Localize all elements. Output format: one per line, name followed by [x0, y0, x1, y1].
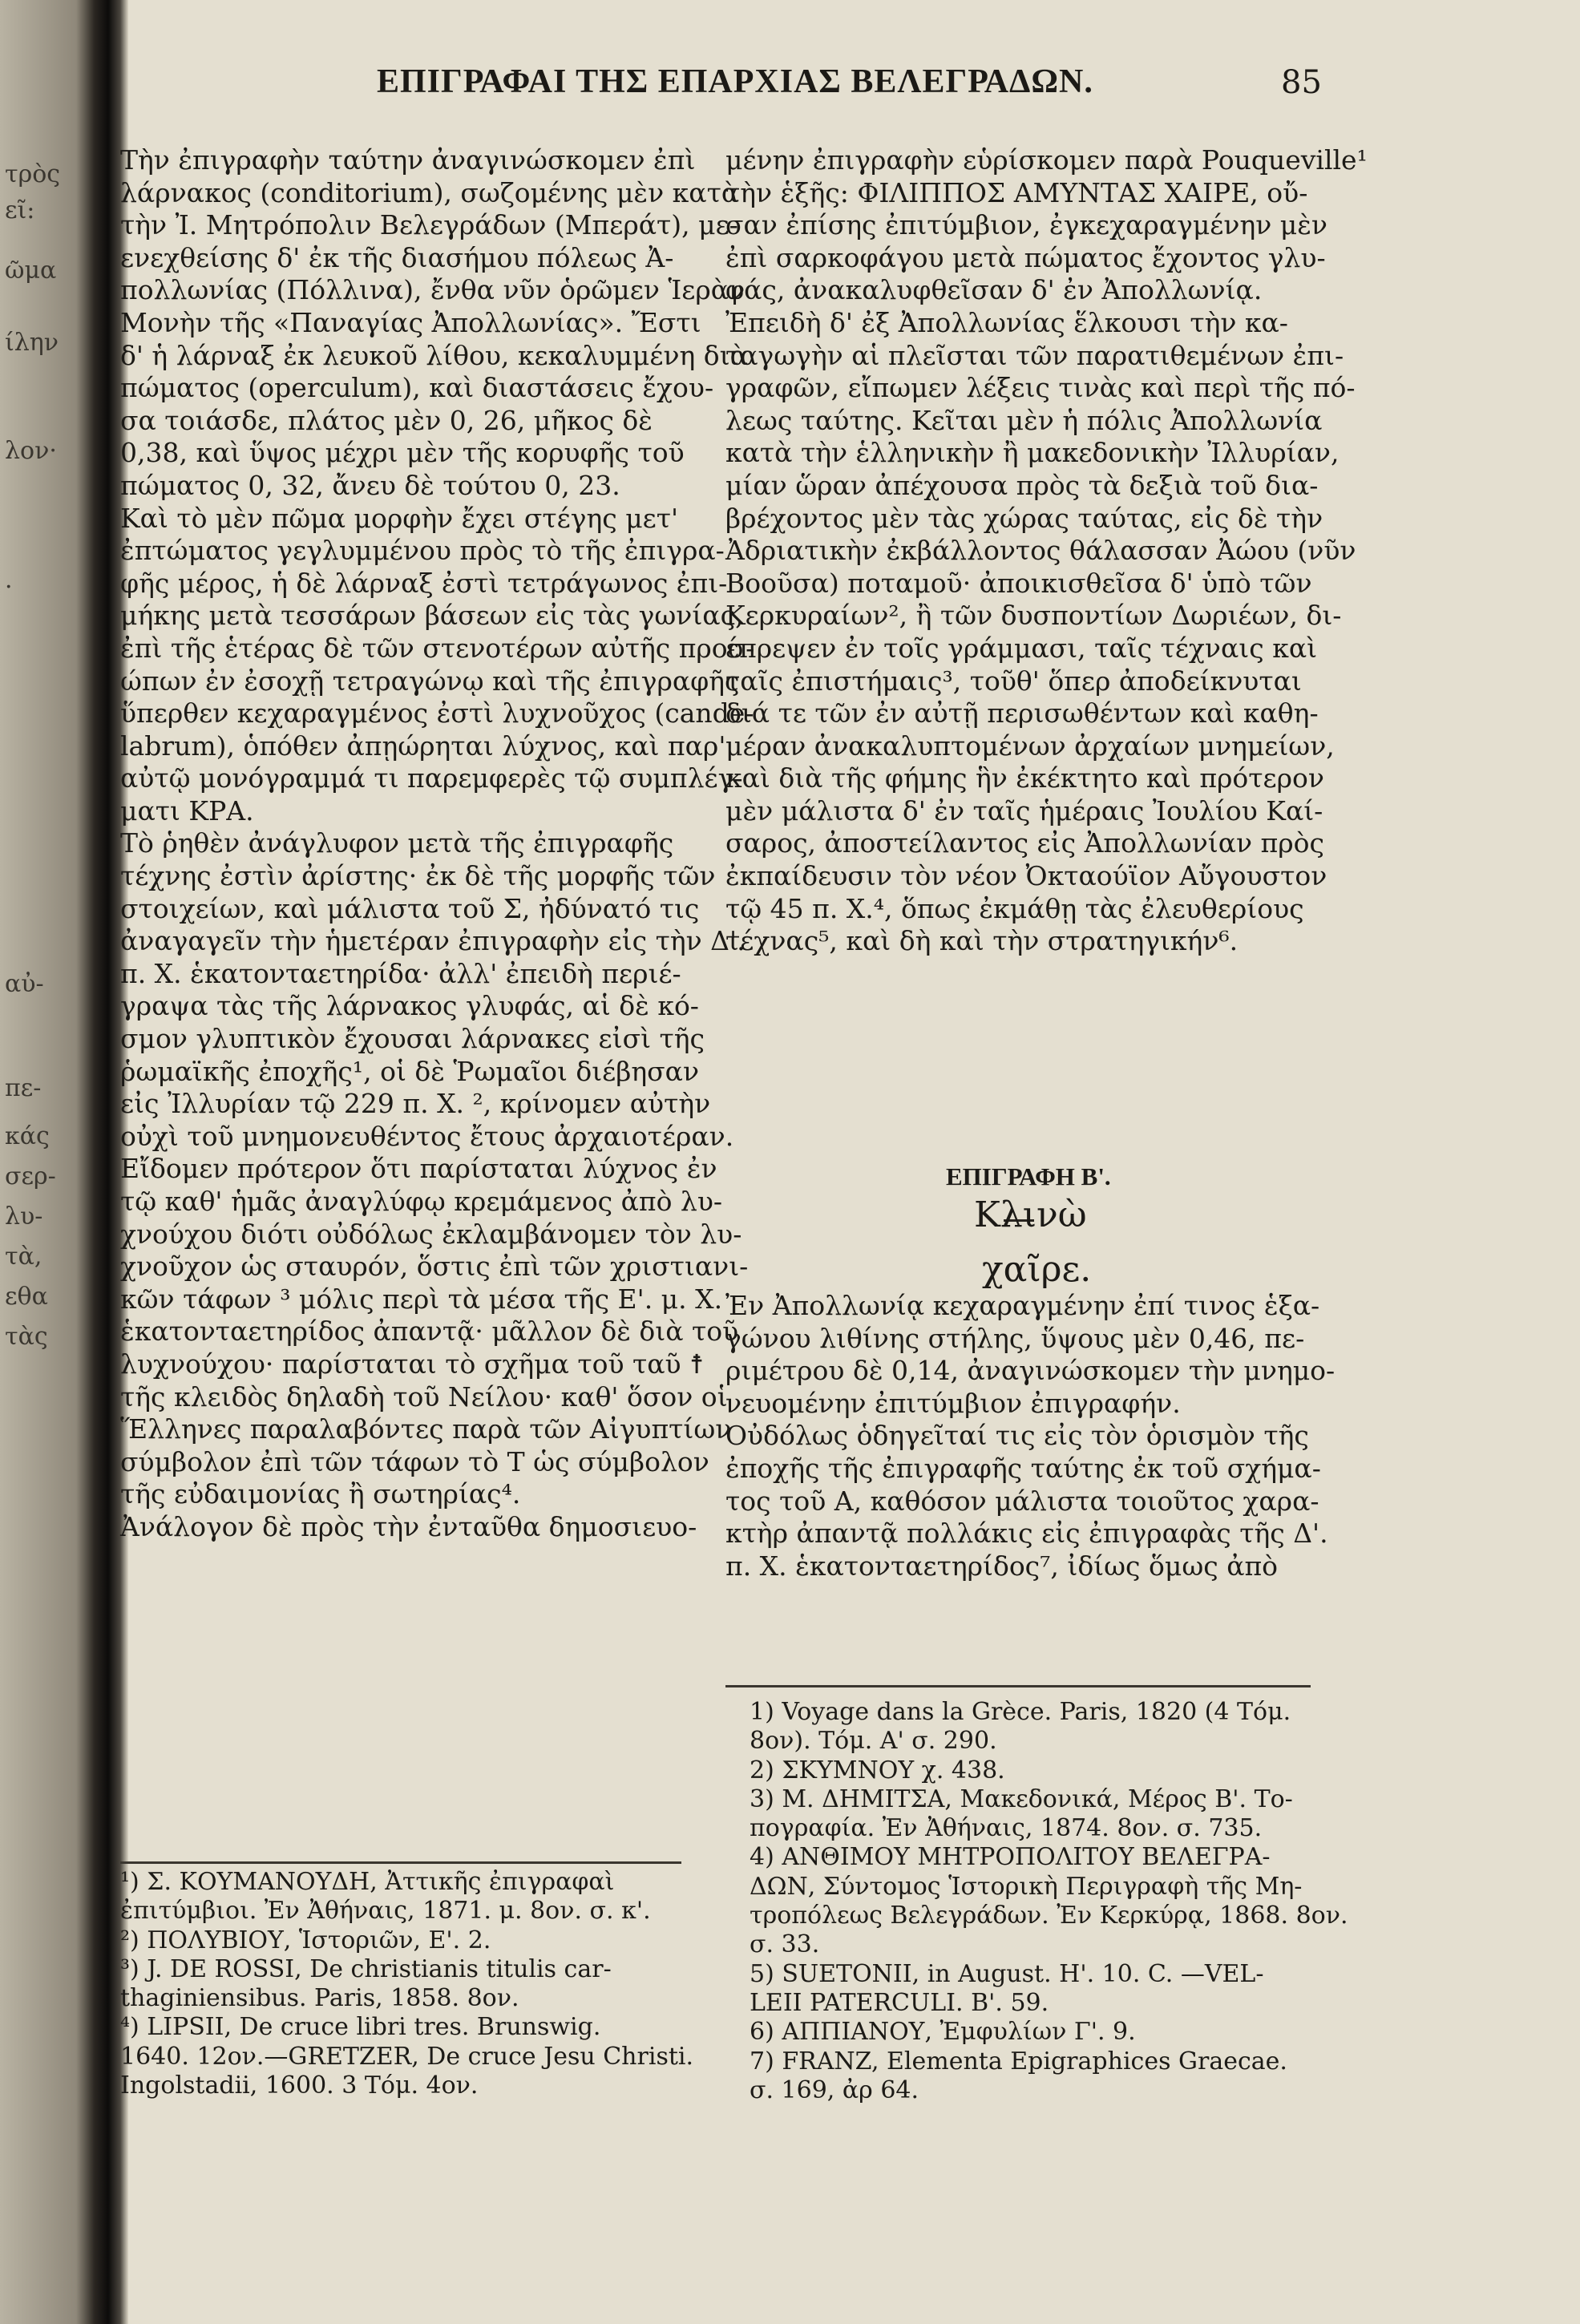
footnote-line: 6) ΑΠΠΙΑΝΟΥ, Ἐμφυλίων Γ'. 9.	[750, 2018, 1136, 2047]
text-line: τῷ 45 π. Χ.⁴, ὅπως ἐκμάθῃ τὰς ἐλευθερίους	[725, 892, 1304, 924]
footnote-line: ΔΩΝ, Σύντομος Ἱστορικὴ Περιγραφὴ τῆς Μη-	[750, 1872, 1303, 1901]
text-line: οὐχὶ τοῦ μνημονευθέντος ἔτους ἀρχαιοτέραν.	[120, 1120, 734, 1152]
text-line: κῶν τάφων ³ μόλις περὶ τὰ μέσα τῆς Ε'. μ. Χ.	[120, 1283, 723, 1315]
text-line: γραψα τὰς τῆς λάρνακος γλυφάς, αἱ δὲ κό-	[120, 990, 699, 1022]
margin-fragment: τὰ,	[5, 1243, 42, 1271]
margin-fragment: ·	[5, 573, 13, 601]
text-line: Ἕλληνες παραλαβόντες παρὰ τῶν Αἰγυπτίων	[120, 1413, 732, 1445]
text-line: Τὸ ῥηθὲν ἀνάγλυφον μετὰ τῆς ἐπιγραφῆς	[120, 827, 674, 859]
text-line: δ' ἡ λάρναξ ἐκ λευκοῦ λίθου, κεκαλυμμένη διὰ	[120, 339, 748, 371]
text-line: σα τοιάσδε, πλάτος μὲν 0, 26, μῆκος δὲ	[120, 404, 653, 436]
text-line: τος τοῦ Α, καθόσον μάλιστα τοιοῦτος χαρα-	[725, 1485, 1319, 1517]
text-line: ἐκπαίδευσιν τὸν νέον Ὀκταούϊον Αὔγουστον	[725, 860, 1327, 892]
text-line: Κερκυραίων², ἢ τῶν δυσποντίων Δωριέων, δι-	[725, 600, 1342, 632]
footnote-line: ἐπιτύμβιοι. Ἐν Ἀθήναις, 1871. μ. 8ον. σ. κ'.	[120, 1897, 651, 1926]
text-line: Ἐν Ἀπολλωνίᾳ κεχαραγμένην ἐπί τινος ἑξα-	[725, 1290, 1320, 1321]
text-line: ἐποχῆς τῆς ἐπιγραφῆς ταύτης ἐκ τοῦ σχήμα-	[725, 1452, 1321, 1484]
text-line: σαν ἐπίσης ἐπιτύμβιον, ἐγκεχαραγμένην μὲν	[725, 209, 1327, 241]
text-line: μέραν ἀνακαλυπτομένων ἀρχαίων μνημείων,	[725, 730, 1335, 762]
text-line: λεως ταύτης. Κεῖται μὲν ἡ πόλις Ἀπολλωνία	[725, 404, 1323, 436]
footnote-line: thaginiensibus. Paris, 1858. 8ον.	[120, 1984, 519, 2013]
text-line: πώματος (operculum), καὶ διαστάσεις ἔχου-	[120, 372, 714, 404]
text-line: Καὶ τὸ μὲν πῶμα μορφὴν ἔχει στέγης μετ'	[120, 502, 679, 534]
margin-fragment: κάς	[5, 1122, 50, 1150]
text-line: σύμβολον ἐπὶ τῶν τάφων τὸ Τ ὡς σύμβολον	[120, 1445, 709, 1477]
text-line: τῆς εὐδαιμονίας ἢ σωτηρίας⁴.	[120, 1478, 521, 1510]
text-line: νευομένην ἐπιτύμβιον ἐπιγραφήν.	[725, 1387, 1181, 1419]
text-line: Οὐδόλως ὁδηγεῖταί τις εἰς τὸν ὁρισμὸν τῆς	[725, 1420, 1309, 1452]
text-line: λάρνακος (conditorium), σωζομένης μὲν κατὰ	[120, 176, 740, 208]
margin-fragment: σερ-	[5, 1162, 56, 1190]
text-line: κτὴρ ἀπαντᾷ πολλάκις εἰς ἐπιγραφὰς τῆς Δ'.	[725, 1518, 1328, 1550]
facing-page-margin	[0, 0, 88, 2324]
text-line: χνοῦχον ὡς σταυρόν, ὅστις ἐπὶ τῶν χριστιανι-	[120, 1251, 749, 1283]
text-line: Ἀδριατικὴν ἐκβάλλοντος θάλασσαν Ἀώου (νῦν	[725, 535, 1356, 567]
footnote-line: 2) ΣΚΥΜΝΟΥ χ. 438.	[750, 1756, 1005, 1784]
text-line: ῥωμαϊκῆς ἐποχῆς¹, οἱ δὲ Ῥωμαῖοι διέβησαν	[120, 1055, 700, 1087]
text-line: βρέχοντος μὲν τὰς χώρας ταύτας, εἰς δὲ τὴν	[725, 502, 1323, 534]
text-line: τὴν Ἰ. Μητρόπολιν Βελεγράδων (Μπεράτ), με-	[120, 209, 738, 241]
inscription-heading: ΕΠΙΓΡΑΦΗ Β'.	[946, 1162, 1111, 1190]
margin-fragment: ίλην	[5, 329, 59, 357]
inscription-text-line: χαῖρε.	[982, 1249, 1092, 1290]
footnote-line: σ. 33.	[750, 1930, 820, 1959]
footnote-line: LEII PATERCULI. Β'. 59.	[750, 1988, 1049, 2017]
text-line: Βοοῦσα) ποταμοῦ· ἀποικισθεῖσα δ' ὑπὸ τῶν	[725, 567, 1312, 599]
text-line: τέχνας⁵, καὶ δὴ καὶ τὴν στρατηγικήν⁶.	[725, 925, 1239, 957]
footnote-line: 5) SUETONII, in August. Η'. 10. C. —VEL-	[750, 1959, 1264, 1988]
text-line: στοιχείων, καὶ μάλιστα τοῦ Σ, ἠδύνατό τις	[120, 892, 700, 924]
text-line: ἐπὶ σαρκοφάγου μετὰ πώματος ἔχοντος γλυ-	[725, 241, 1326, 273]
text-line: ἀναγαγεῖν τὴν ἡμετέραν ἐπιγραφὴν εἰς τὴν Δ'.	[120, 925, 746, 957]
text-line: φῆς μέρος, ἡ δὲ λάρναξ ἐστὶ τετράγωνος ἐπι-	[120, 567, 728, 599]
text-line: π. Χ. ἑκατονταετηρίδος⁷, ἰδίως ὅμως ἀπὸ	[725, 1550, 1279, 1582]
text-line: γώνου λιθίνης στήλης, ὕψους μὲν 0,46, πε-	[725, 1322, 1305, 1354]
text-line: φάς, ἀνακαλυφθεῖσαν δ' ἐν Ἀπολλωνίᾳ.	[725, 274, 1263, 306]
margin-fragment: λυ-	[5, 1202, 43, 1231]
text-line: ενεχθείσης δ' ἐκ τῆς διασήμου πόλεως Ἀ-	[120, 241, 674, 273]
text-line: Ἐπειδὴ δ' ἐξ Ἀπολλωνίας ἕλκουσι τὴν κα-	[725, 306, 1288, 338]
page-number: 85	[1281, 64, 1322, 101]
text-line: τὴν ἑξῆς: ΦΙΛΙΠΠΟΣ ΑΜΥΝΤΑΣ ΧΑΙΡΕ, οὔ-	[725, 176, 1308, 208]
text-line: σαρος, ἀποστείλαντος εἰς Ἀπολλωνίαν πρὸς	[725, 827, 1324, 859]
footnote-line: τροπόλεως Βελεγράδων. Ἐν Κερκύρᾳ, 1868. 8ον.	[750, 1902, 1348, 1930]
left-column	[120, 144, 755, 1544]
footnote-line: ²) ΠΟΛΥΒΙΟΥ, Ἱστοριῶν, Ε'. 2.	[120, 1926, 491, 1954]
text-line: μήκης μετὰ τεσσάρων βάσεων εἰς τὰς γωνίας,	[120, 600, 744, 632]
text-line: πολλωνίας (Πόλλινα), ἔνθα νῦν ὁρῶμεν Ἱερὰν	[120, 274, 746, 306]
text-line: Μονὴν τῆς «Παναγίας Ἀπολλωνίας». Ἔστι	[120, 306, 701, 338]
margin-fragment: τὰς	[5, 1323, 48, 1351]
right-column-bottom	[725, 1290, 1336, 1582]
text-line: ταγωγὴν αἱ πλεῖσται τῶν παρατιθεμένων ἐπι-	[725, 339, 1344, 371]
footnote-line: 1) Voyage dans la Grèce. Paris, 1820 (4 Τόμ.	[750, 1698, 1291, 1726]
footnote-line: ³) J. DE ROSSI, De christianis titulis car-	[120, 1954, 612, 1983]
text-line: σμον γλυπτικὸν ἔχουσαι λάρνακες εἰσὶ τῆς	[120, 1023, 705, 1055]
margin-fragment: λον·	[5, 437, 57, 465]
inscription-text-line: Κλινὼ	[974, 1194, 1087, 1235]
footnote-line: ⁴) LIPSII, De cruce libri tres. Brunswig.	[120, 2013, 601, 2042]
margin-fragment: εθα	[5, 1283, 48, 1311]
text-line: ὕπερθεν κεχαραγμένος ἐστὶ λυχνοῦχος (cande-	[120, 697, 754, 730]
footnote-line: 8ον). Τόμ. Α' σ. 290.	[750, 1727, 997, 1756]
text-line: κατὰ τὴν ἑλληνικὴν ἢ μακεδονικὴν Ἰλλυρίαν,	[725, 437, 1340, 469]
text-line: τῆς κλειδὸς δηλαδὴ τοῦ Νείλου· καθ' ὅσον οἱ	[120, 1380, 728, 1413]
text-line: μὲν μάλιστα δ' ἐν ταῖς ἡμέραις Ἰουλίου Καί-	[725, 794, 1323, 827]
text-line: εἰς Ἰλλυρίαν τῷ 229 π. Χ. ², κρίνομεν αὐτὴν	[120, 1088, 711, 1120]
text-line: καὶ διὰ τῆς φήμης ἣν ἐκέκτητο καὶ πρότερον	[725, 762, 1324, 794]
footnote-line: πογραφία. Ἐν Ἀθήναις, 1874. 8ον. σ. 735.	[750, 1814, 1263, 1843]
text-line: τῷ καθ' ἡμᾶς ἀναγλύφῳ κρεμάμενος ἀπὸ λυ-	[120, 1186, 723, 1217]
text-line: ἐπὶ τῆς ἑτέρας δὲ τῶν στενοτέρων αὐτῆς προσ-	[120, 632, 755, 664]
text-line: χνούχου διότι οὐδόλως ἐκλαμβάνομεν τὸν λυ-	[120, 1218, 742, 1250]
text-line: ώπων ἐν ἐσοχῇ τετραγώνῳ καὶ τῆς ἐπιγραφῆς	[120, 665, 740, 697]
text-line: λυχνούχου· παρίσταται τὸ σχῆμα τοῦ ταῦ ☨	[120, 1348, 705, 1380]
text-line: πώματος 0, 32, ἄνευ δὲ τούτου 0, 23.	[120, 469, 620, 501]
text-line: labrum), ὁπόθεν ἀπῃώρηται λύχνος, καὶ παρ'	[120, 730, 726, 762]
text-line: 0,38, καὶ ὕψος μέχρι μὲν τῆς κορυφῆς τοῦ	[120, 437, 685, 469]
text-line: έπρεψεν ἐν τοῖς γράμμασι, ταῖς τέχναις καὶ	[725, 632, 1318, 664]
text-line: διά τε τῶν ἐν αὐτῇ περισωθέντων καὶ καθη-	[725, 697, 1319, 730]
text-line: ἑκατονταετηρίδος ἀπαντᾷ· μᾶλλον δὲ διὰ τοῦ	[120, 1316, 739, 1348]
text-line: ριμέτρου δὲ 0,14, ἀναγινώσκομεν τὴν μνημο-	[725, 1355, 1336, 1387]
right-column-top	[725, 144, 1368, 958]
footnote-line: 3) Μ. ΔΗΜΙΤΣΑ, Μακεδονικά, Μέρος Β'. Το-	[750, 1784, 1293, 1813]
text-line: ταῖς ἐπιστήμαις³, τοῦθ' ὅπερ ἀποδείκνυται	[725, 665, 1302, 697]
margin-fragment: ῶμα	[5, 257, 57, 285]
footnote-line: σ. 169, ἀρ 64.	[750, 2075, 919, 2104]
margin-fragment: εῖ:	[5, 196, 35, 224]
text-line: μίαν ὥραν ἀπέχουσα πρὸς τὰ δεξιὰ τοῦ δια-	[725, 469, 1319, 501]
footnote-line: 1640. 12ον.—GRETZER, De cruce Jesu Christi.	[120, 2042, 694, 2071]
footnote-line: 7) FRANZ, Elementa Epigraphices Graecae.	[750, 2047, 1287, 2075]
footnote-rule	[725, 1685, 1311, 1687]
margin-fragment: τρὸς	[5, 160, 61, 188]
text-line: Ἀνάλογον δὲ πρὸς τὴν ἐνταῦθα δημοσιευο-	[120, 1510, 697, 1542]
right-footnotes	[750, 1698, 1348, 2105]
text-line: ματι ΚΡΑ.	[120, 794, 254, 827]
text-line: Τὴν ἐπιγραφὴν ταύτην ἀναγινώσκομεν ἐπὶ	[120, 144, 696, 176]
text-line: π. Χ. ἑκατονταετηρίδα· ἀλλ' ἐπειδὴ περιέ-	[120, 957, 681, 989]
text-line: ἐπτώματος γεγλυμμένου πρὸς τὸ τῆς ἐπιγρα-	[120, 535, 725, 567]
text-line: γραφῶν, εἴπωμεν λέξεις τινὰς καὶ περὶ τῆς πό-	[725, 372, 1356, 404]
margin-fragment: πε-	[5, 1074, 42, 1102]
margin-fragment: αὐ-	[5, 970, 44, 998]
footnote-line: ¹) Σ. ΚΟΥΜΑΝΟΥΔΗ, Ἀττικῆς ἐπιγραφαὶ	[120, 1868, 615, 1896]
text-line: αὐτῷ μονόγραμμά τι παρεμφερὲς τῷ συμπλέγ-	[120, 762, 743, 794]
text-line: Εἴδομεν πρότερον ὅτι παρίσταται λύχνος ἐν	[120, 1153, 717, 1185]
footnote-line: Ingolstadii, 1600. 3 Τόμ. 4ον.	[120, 2071, 479, 2100]
text-line: τέχνης ἐστὶν ἀρίστης· ἐκ δὲ τῆς μορφῆς τῶν	[120, 860, 716, 892]
footnote-line: 4) ΑΝΘΙΜΟΥ ΜΗΤΡΟΠΟΛΙΤΟΥ ΒΕΛΕΓΡΑ-	[750, 1843, 1271, 1872]
left-footnotes	[120, 1868, 694, 2100]
running-head: ΕΠΙΓΡΑΦΑΙ ΤΗΣ ΕΠΑΡΧΙΑΣ ΒΕΛΕΓΡΑΔΩΝ.	[377, 63, 1093, 100]
text-line: μένην ἐπιγραφὴν εὑρίσκομεν παρὰ Pouqueville¹	[725, 144, 1368, 176]
footnote-rule	[120, 1861, 681, 1864]
